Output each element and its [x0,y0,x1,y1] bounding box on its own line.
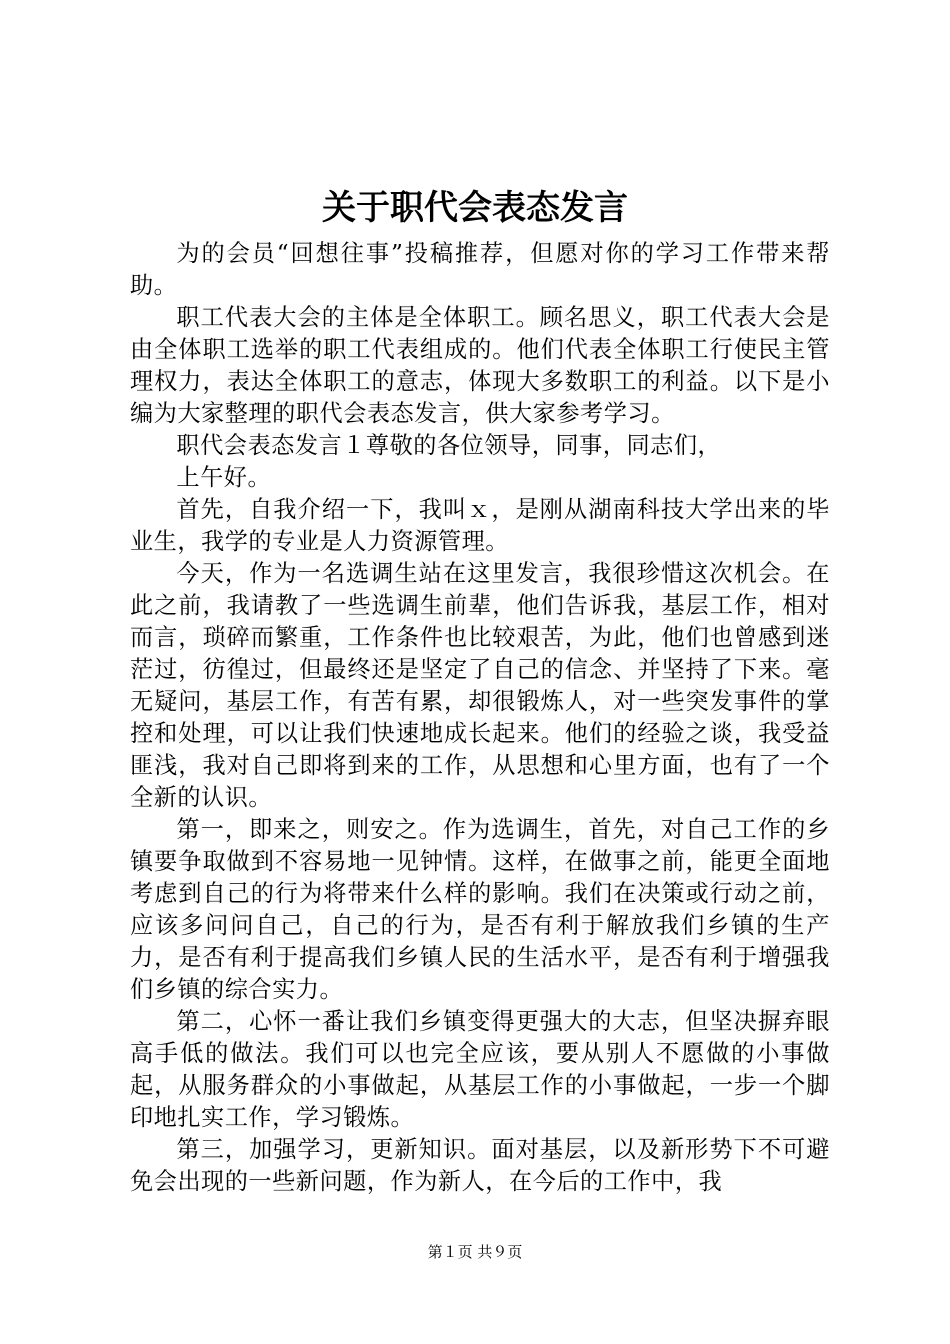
document-body [130,238,830,1198]
paragraph-point-three: 第三，加强学习，更新知识。面对基层，以及新形势下不可避免会出现的一些新问题，作为新人，在今后的工作中，我 [130,1136,830,1195]
paragraph-intro: 为的会员“回想往事”投稿推荐，但愿对你的学习工作带来帮助。 [130,240,830,299]
paragraph-good-morning: 上午好。 [176,464,272,491]
paragraph-definition: 职工代表大会的主体是全体职工。顾名思义，职工代表大会是由全体职工选举的职工代表组成的。他们代表全体职工行使民主管理权力，表达全体职工的意志，体现大多数职工的利益。以下是小编为大家整理的职代会表态发言，供大家参考学习。 [130,304,830,427]
paragraph-self-introduction: 首先，自我介绍一下，我叫ｘ，是刚从湖南科技大学出来的毕业生，我学的专业是人力资源管理。 [130,496,830,555]
document-title: 关于职代会表态发言 [322,188,628,228]
paragraph-experience: 今天，作为一名选调生站在这里发言，我很珍惜这次机会。在此之前，我请教了一些选调生前辈，他们告诉我，基层工作，相对而言，琐碎而繁重，工作条件也比较艰苦，为此，他们也曾感到迷茫过，彷徨过，但最终还是坚定了自己的信念、并坚持了下来。毫无疑问，基层工作，有苦有累，却很锻炼人，对一些突发事件的掌控和处理，可以让我们快速地成长起来。他们的经验之谈，我受益匪浅，我对自己即将到来的工作，从思想和心里方面，也有了一个全新的认识。 [130,560,830,811]
paragraph-point-one: 第一，即来之，则安之。作为选调生，首先，对自己工作的乡镇要争取做到不容易地一见钟情。这样，在做事之前，能更全面地考虑到自己的行为将带来什么样的影响。我们在决策或行动之前，应该多问问自己，自己的行为，是否有利于解放我们乡镇的生产力，是否有利于提高我们乡镇人民的生活水平，是否有利于增强我们乡镇的综合实力。 [130,816,830,1003]
paragraph-point-two: 第二，心怀一番让我们乡镇变得更强大的大志，但坚决摒弃眼高手低的做法。我们可以也完全应该，要从别人不愿做的小事做起，从服务群众的小事做起，从基层工作的小事做起，一步一个脚印地扎实工作，学习锻炼。 [130,1008,830,1131]
page-number-footer: 第１页 共９页 [427,1243,523,1261]
paragraph-greeting: 职代会表态发言１尊敬的各位领导，同事，同志们， [176,432,722,459]
